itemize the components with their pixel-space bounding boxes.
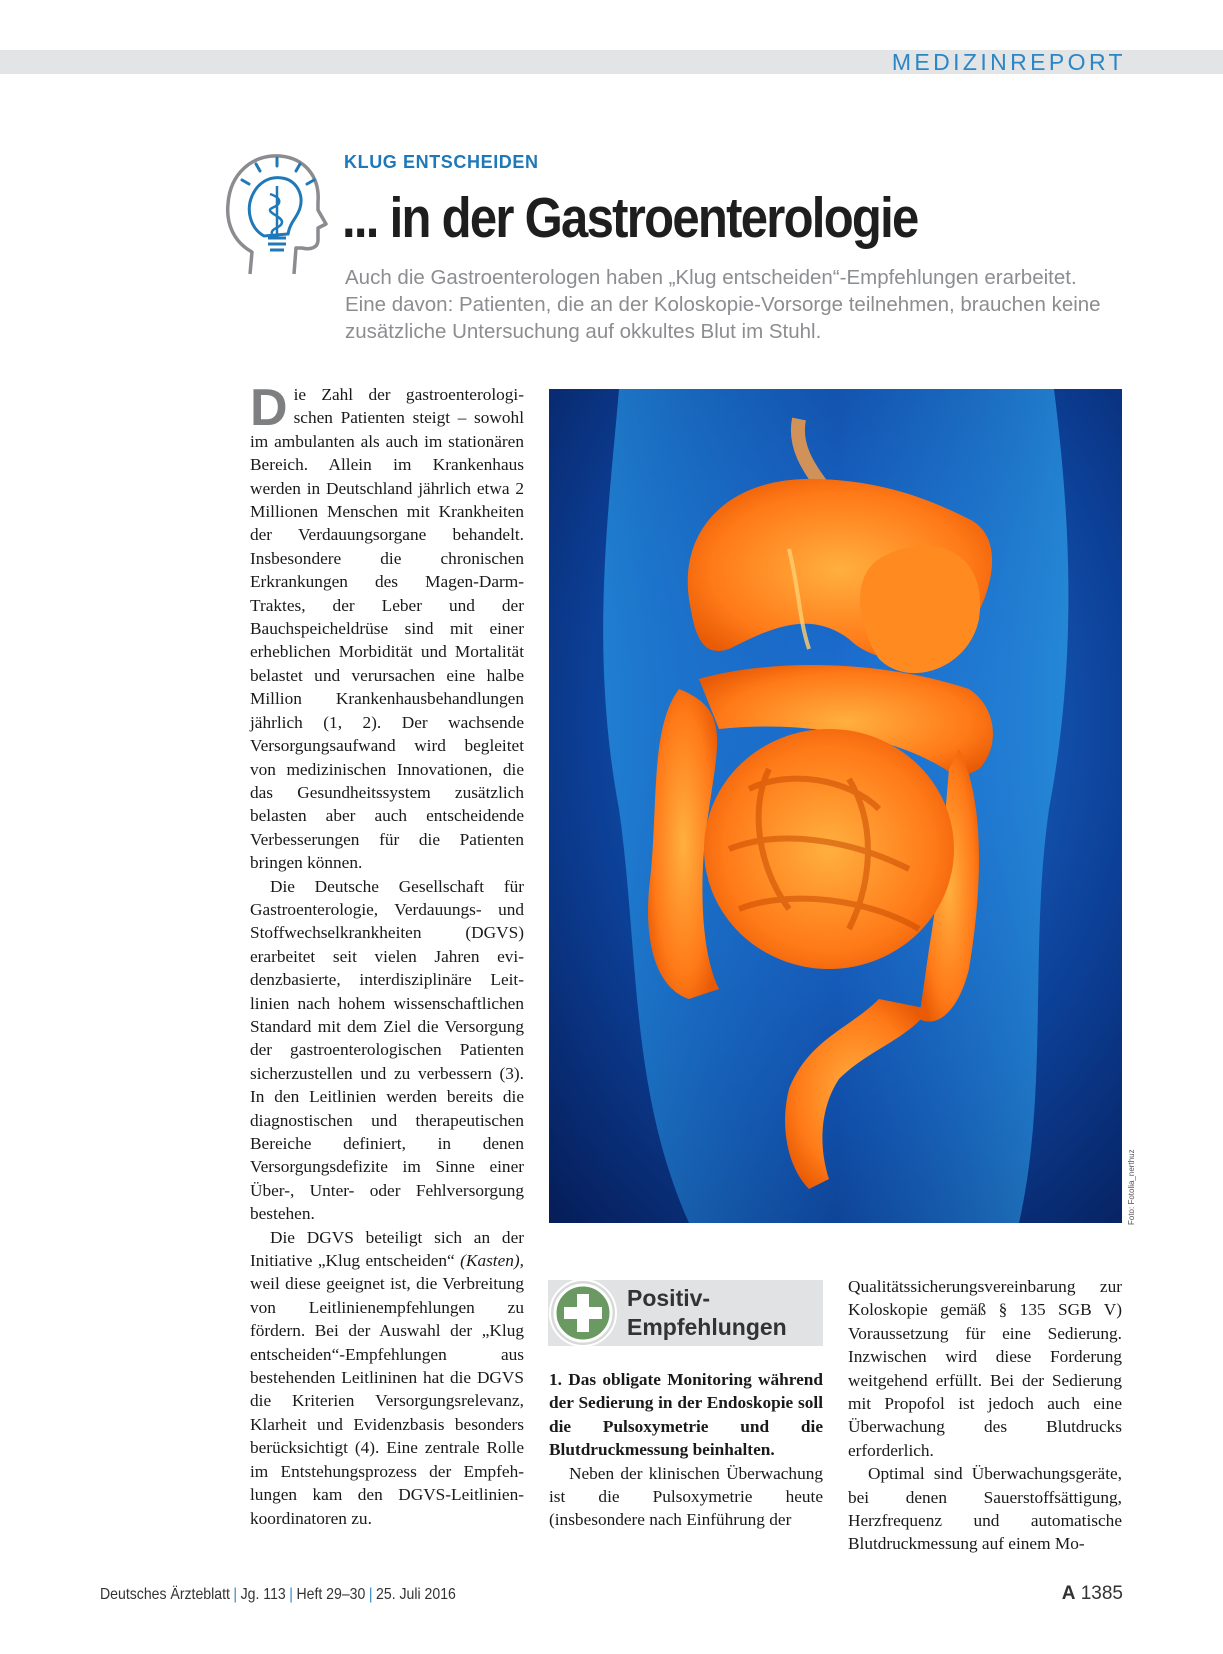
paragraph	[250, 1226, 524, 1530]
box-title: Positiv-Empfehlungen	[627, 1285, 787, 1340]
separator: |	[368, 1586, 373, 1603]
box-column	[549, 1368, 823, 1532]
separator: |	[289, 1586, 293, 1603]
article-title: ... in der Gastroenterologie	[342, 186, 918, 250]
paragraph-text: Die DGVS beteiligt sich an der Initiative „Klug entscheiden“	[250, 1227, 524, 1271]
journal-name: Deutsches Ärzteblatt	[100, 1586, 230, 1603]
box-reference: (Kasten),	[460, 1251, 524, 1271]
footer-citation	[100, 1586, 456, 1604]
paragraph-text: weil diese geeignet ist, die Verbreitung von Leitlinienempfehlungen zu fördern. Bei der Auswahl der „Klug entscheiden“-Empfehlungen aus bestehenden Leitlininen hat die DGVS die Kriterien Versorgungsrelevanz, Klarheit und Evidenzbasis besonders berücksichtigt (4). Eine zentrale Rolle im Entstehungsprozess der Empfehlungen kam den DGVS-Leitlinienkoordinatoren zu.	[250, 1274, 524, 1528]
page-number	[1062, 1583, 1123, 1605]
paragraph	[250, 379, 524, 875]
head-lightbulb-icon	[220, 144, 330, 284]
paragraph: Die Deutsche Gesellschaft für Gastroenterologie, Verdauungs- und Stoffwechselkrankheiten (DGVS) erarbeitet seit vielen Jahren evidenzbasierte, interdisziplinäre Leitlinien nach hohem wissenschaftlichen Standard mit dem Ziel die Versorgung der gastroenterologischen Patienten sicherzustellen und zu verbessern (3). In den Leitlinien werden bereits die diagnostischen und therapeutischen Bereiche definiert, in denen Versorgungsdefizite im Sinne einer Über-, Unter- oder Fehlversorgung bestehen.	[250, 876, 524, 1224]
issue: Heft 29–30	[296, 1586, 366, 1603]
article-column-1	[250, 379, 524, 1530]
photo-credit: Foto: Fotolia_nerthuz	[1127, 1149, 1136, 1225]
article-lead: Auch die Gastroenterologen haben „Klug entscheiden“-Empfehlungen erarbeitet. Eine davon: Patienten, die an der Koloskopie-Vorsorge teilnehmen, brauchen keine zusätzliche Untersuchung auf okkultes Blut im Stuhl.	[345, 266, 1101, 343]
separator: |	[233, 1586, 238, 1603]
volume: Jg. 113	[240, 1586, 286, 1603]
page-prefix: A	[1061, 1583, 1076, 1604]
paragraph: Neben der klinischen Überwachung ist die Pulsoxymetrie heute (insbesondere nach Einführung der	[549, 1463, 823, 1530]
article-kicker: KLUG ENTSCHEIDEN	[344, 152, 539, 172]
paragraph: Qualitätssicherungsvereinbarung zur Koloskopie gemäß § 135 SGB V) Voraussetzung für eine Sedierung. Inzwischen wird diese Forderung weitgehend erfüllt. Bei der Sedierung mit Propofol ist jedoch auch eine Überwachung des Blutdrucks erforderlich.	[848, 1277, 1122, 1460]
date: 25. Juli 2016	[376, 1586, 456, 1603]
paragraph-text: ie Zahl der gastroenterologischen Patienten steigt – sowohl im ambulanten als auch im stationären Bereich. Allein im Krankenhaus werden in Deutschland jährlich etwa 2 Millionen Menschen mit Krankheiten der Verdauungsorgane behandelt. Insbesondere die chronischen Erkrankungen des Magen-Darm-Traktes, der Leber und der Bauchspeicheldrüse sind mit einer erheblichen Morbidität und Mortalität belastet und verursachen eine halbe Million Krankenhausbehandlungen jährlich (1, 2). Der wachsende Versorgungsaufwand wird begleitet von medizinischen Innovationen, die das Gesundheitssystem zusätzlich belasten aber auch entscheidende Verbesserungen für die Patienten bringen können.	[250, 385, 524, 873]
drop-cap: D	[250, 379, 288, 437]
digestive-system-illustration	[549, 389, 1122, 1223]
section-label: MEDIZINREPORT	[891, 49, 1126, 75]
paragraph: Optimal sind Überwachungsgeräte, bei denen Sauerstoffsättigung, Herzfrequenz und automatische Blutdruckmessung auf einem Mo-	[848, 1464, 1122, 1554]
page-value: 1385	[1080, 1583, 1123, 1604]
plus-badge-icon	[548, 1278, 618, 1348]
recommendation: 1. Das obligate Monitoring während der Sedierung in der Endoskopie soll die Pulsoxymetrie und die Blutdruckmessung beinhalten.	[549, 1370, 823, 1460]
box-column-continued	[848, 1275, 1122, 1556]
